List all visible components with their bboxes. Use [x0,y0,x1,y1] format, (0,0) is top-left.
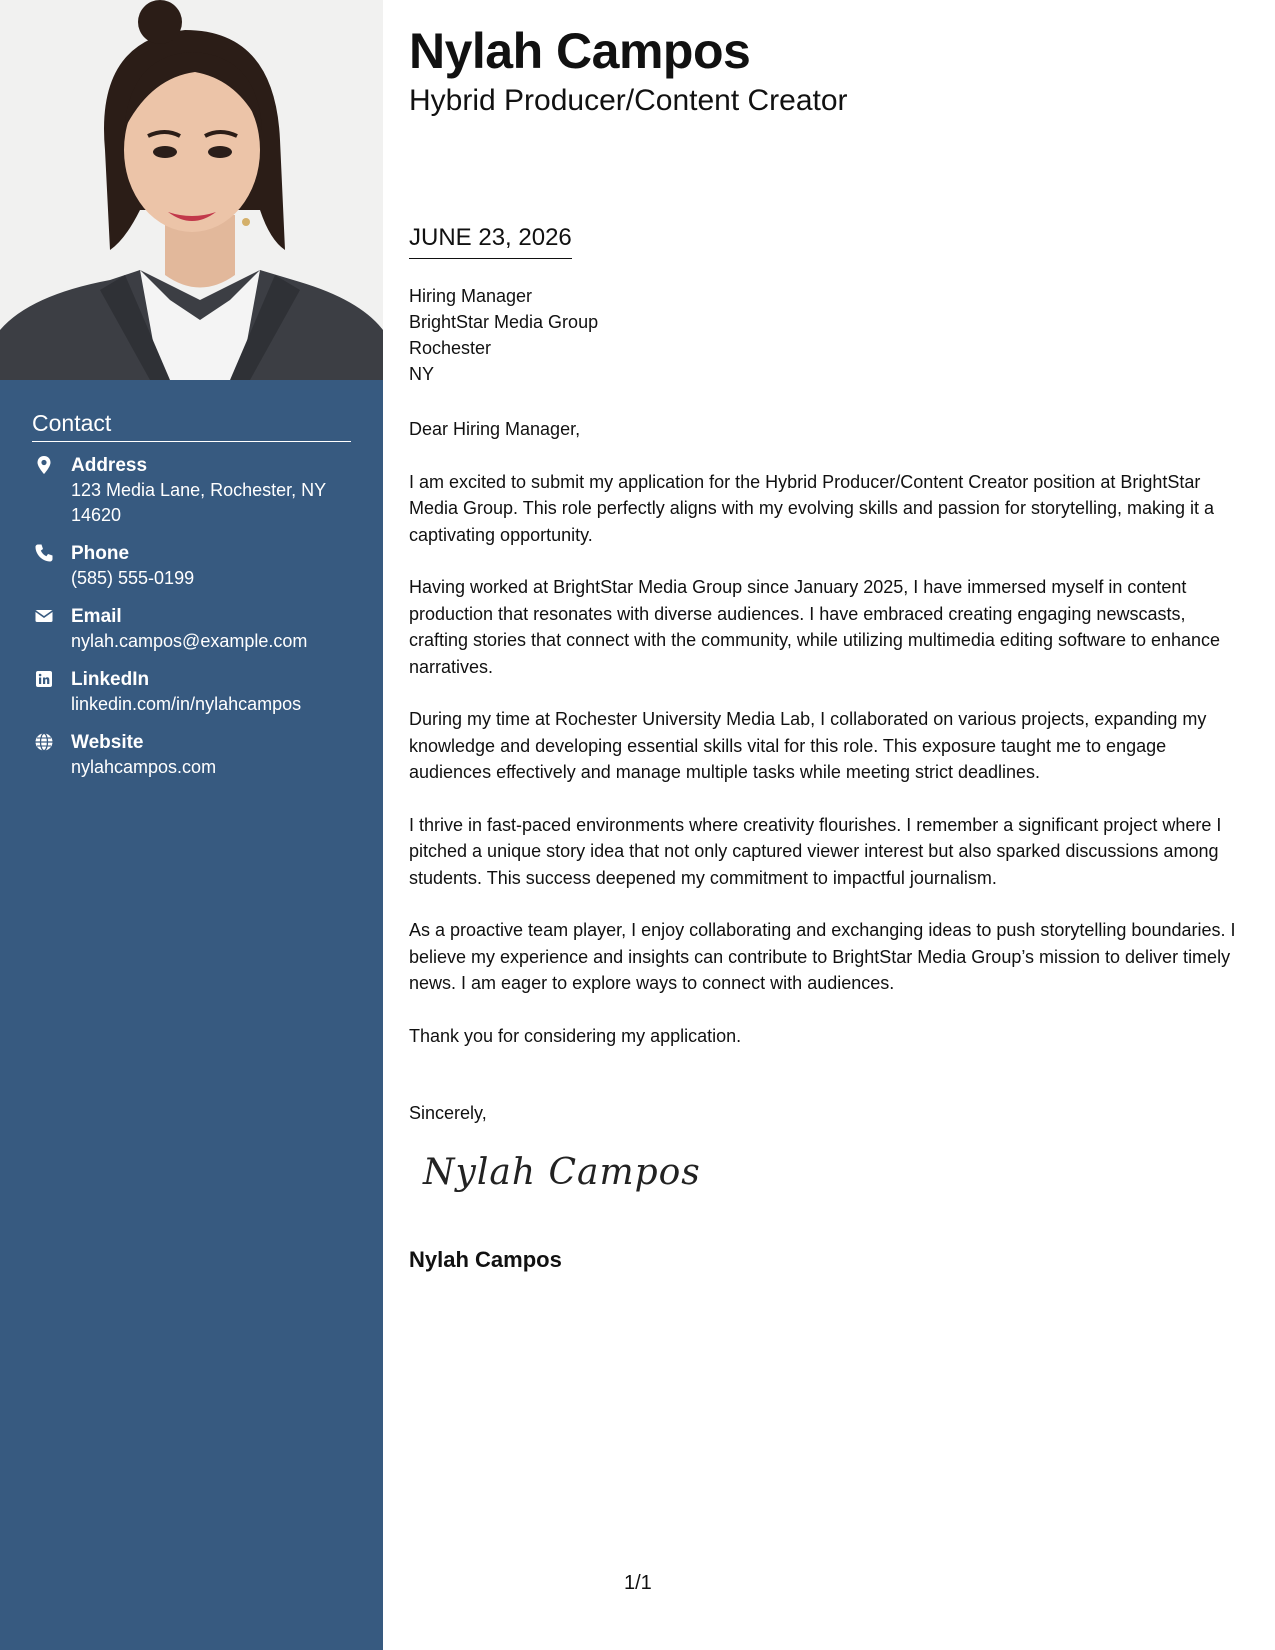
recipient-block [409,283,598,387]
letter-date: JUNE 23, 2026 [409,224,572,259]
letter-paragraph: Having worked at BrightStar Media Group since January 2025, I have immersed myself in content production that resonates with diverse audiences. I have embraced creating engaging newscasts, crafting stories that connect with the community, while utilizing multimedia editing software to enhance narratives. [409,577,1221,677]
contact-phone [32,542,351,591]
greeting: Dear Hiring Manager, [409,419,581,439]
recipient-line: NY [409,364,435,384]
letter-paragraph: As a proactive team player, I enjoy collaborating and exchanging ideas to push storytelling boundaries. I believe my experience and insights can contribute to BrightStar Media Group’s mission to deliver timely news. I am eager to explore ways to connect with audiences. [409,920,1236,993]
recipient-line: Rochester [409,338,492,358]
recipient-line: BrightStar Media Group [409,312,599,332]
signature: Nylah Campos [423,1152,701,1193]
linkedin-label: LinkedIn [71,669,150,690]
job-title: Hybrid Producer/Content Creator [409,84,848,117]
phone-value: (585) 555-0199 [71,568,195,588]
phone-label: Phone [71,543,130,564]
website-label: Website [71,732,144,753]
contact-heading: Contact [32,410,351,442]
location-pin-icon [34,455,54,475]
envelope-icon [34,606,54,626]
letter-paragraph: During my time at Rochester University Media Lab, I collaborated on various projects, expanding my knowledge and developing essential skills vital for this role. This exposure taught me to engage audiences effectively and manage multiple tasks while meeting strict deadlines. [409,709,1207,782]
page-number: 1/1 [624,1572,652,1594]
address-value: 123 Media Lane, Rochester, NY 14620 [71,480,326,525]
contact-linkedin [32,668,351,717]
linkedin-icon [34,669,54,689]
contact-email [32,605,351,654]
sidebar [0,0,383,1650]
email-label: Email [71,606,122,627]
signed-name: Nylah Campos [409,1247,562,1272]
website-value: nylahcampos.com [71,757,217,777]
email-value: nylah.campos@example.com [71,631,308,651]
applicant-name: Nylah Campos [409,23,751,79]
letter-paragraph: Thank you for considering my application. [409,1025,742,1046]
address-label: Address [71,455,148,476]
contact-website [32,731,351,780]
contact-section [32,410,351,794]
letter-paragraph: I am excited to submit my application for the Hybrid Producer/Content Creator position at BrightStar Media Group. This role perfectly aligns with my evolving skills and passion for storytelling, making it a captivating opportunity. [409,471,1215,545]
profile-photo [0,0,383,380]
letter-content [409,416,1249,1075]
globe-icon [34,732,54,752]
letter-paragraph: I thrive in fast-paced environments where creativity flourishes. I remember a significant project where I pitched a unique story idea that not only captured viewer interest but also sparked discussions among students. This success deepened my commitment to impactful journalism. [409,814,1222,888]
phone-icon [34,543,54,563]
closing: Sincerely, [409,1103,487,1123]
recipient-line: Hiring Manager [409,286,533,306]
linkedin-value: linkedin.com/in/nylahcampos [71,694,302,714]
contact-address [32,454,351,528]
